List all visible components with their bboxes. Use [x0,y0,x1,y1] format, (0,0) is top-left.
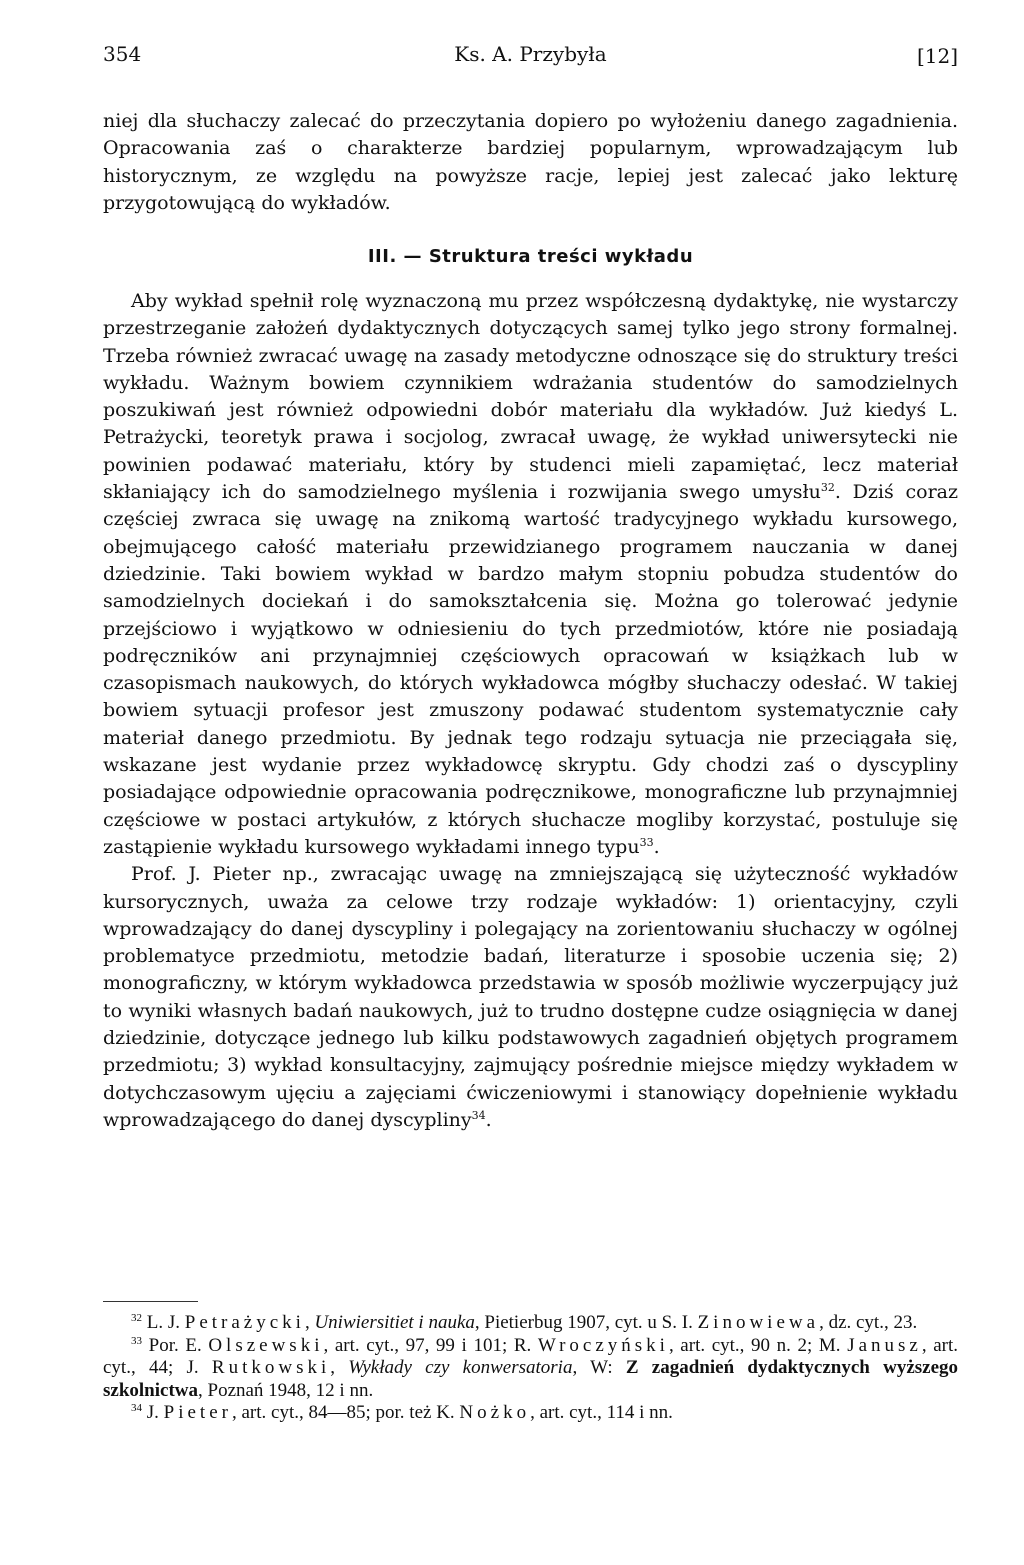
paragraph-2 [103,861,958,1134]
footnote-34 [103,1402,958,1425]
footnote-ref-32: 32 [820,481,835,495]
footnote-title: Z zagadnień dydaktycznych wyższego szkolnictwa [103,1357,959,1401]
footnote-author: Janusz [847,1334,922,1356]
footnote-text: , art. cyt., 114 i nn. [530,1402,673,1424]
section-heading: III. — Struktura treści wykładu [367,246,694,267]
footnote-text: , dz. cyt., 23. [819,1312,918,1333]
footnote-33 [103,1335,958,1403]
paragraph-1 [103,288,958,861]
footnote-title: Wykłady czy konwersatoria [348,1357,573,1379]
footnote-32 [103,1312,958,1335]
section-marker: [12] [916,44,958,68]
footnote-author: Rutkowski [211,1357,331,1379]
paragraph-2-end: . [485,1108,492,1131]
footnote-text: L. J. [146,1312,185,1333]
footnote-title: Uniwiersitiet i nauka [314,1312,475,1333]
page-header [103,40,958,74]
footnote-text: , W: [572,1357,626,1379]
footnote-author: Petrażycki [184,1312,305,1333]
footnote-author: Wroczyński [537,1334,669,1356]
intro-paragraph [103,108,958,217]
paragraph-1-text: Aby wykład spełnił rolę wyznaczoną mu przez współczesną dydaktykę, nie wystarczy przestrzeganie założeń dydaktycznych dotyczących samej tylko jego strony formalnej. Trzeba również zwracać uwagę na zasady metodyczne odnoszące się do struktury treści wykładu. Ważnym bowiem czynnikiem wdrażania studentów do samodzielnych poszukiwań jest również odpowiedni dobór materiału dla wykładów. Już kiedyś L. Petrażycki, teoretyk prawa i socjolog, zwracał uwagę, że wykład uniwersytecki nie powinien podawać materiału, który by studenci mieli zapamiętać, lecz materiał skłaniający ich do samodzielnego myślenia i rozwijania swego umysłu [103,290,958,504]
footnote-number: 33 [131,1334,142,1347]
footnote-text: , art. cyt., 97, 99 i 101; R. [323,1334,538,1356]
footnote-text: Por. E. [148,1334,209,1356]
paragraph-2-text: Prof. J. Pieter np., zwracając uwagę na zmniejszającą się użyteczność wykładów kursorycznych, uważa za celowe trzy rodzaje wykładów: 1) orientacyjny, czyli wprowadzający do danej dyscypliny i polegający na zorientowaniu słuchaczy w ogólnej problematyce przedmiotu, metodzie badań, literaturze i sposobie uczenia się; 2) monograficzny, w którym wykładowca przedstawia w sposób możliwie wyczerpujący już to wyniki własnych badań naukowych, już to trudno dostępne cudze osiągnięcia w danej dziedzinie, dotyczące jednego lub kilku podstawowych zagadnień objętych programem przedmiotu; 3) wykład konsultacyjny, zajmujący pośrednie miejsce między wykładem w dotychczasowym ujęciu a zajęciami ćwiczeniowymi i stanowiący dopełnienie wykładu wprowadzającego do danej dyscypliny [103,863,958,1131]
footnote-text: , art. cyt., 90 n. 2; M. [668,1334,848,1356]
footnote-text: , Poznań 1948, 12 i nn. [198,1379,374,1401]
footnote-text: , art. cyt., 44; J. [103,1334,958,1379]
footnote-text: J. [142,1402,164,1424]
footnote-text: , [304,1312,315,1333]
footnote-author: Zinowiewa [697,1312,820,1333]
footnote-text: , art. cyt., 84—85; por. też K. [231,1402,460,1424]
footnote-text: , [330,1357,349,1379]
footnote-ref-34: 34 [471,1108,486,1122]
intro-text: niej dla słuchaczy zalecać do przeczytania dopiero po wyłożeniu danego zagadnienia. Opracowania zaś o charakterze bardziej popularnym, wprowadzającym lub historycznym, ze względu na powyższe racje, lepiej jest zalecać jako lekturę przygotowującą do wykładów. [103,110,958,214]
footnote-author: Pieter [163,1402,232,1424]
footnote-number: 34 [131,1402,142,1415]
footnote-number: 32 [131,1312,142,1324]
footnote-ref-33: 33 [639,835,654,849]
paragraph-1-end: . [653,835,660,858]
paragraph-1-text-2: . Dziś coraz częściej zwraca się uwagę na znikomą wartość tradycyjnego wykładu kursowego, obejmującego całość materiału przewidzianego programem nauczania w danej dziedzinie. Taki bowiem wykład w bardzo małym stopniu pobudza studentów do samodzielnych dociekań i do samokształcenia się. Można go tolerować jedynie przejściowo i wyjątkowo w odniesieniu do tych przedmiotów, które nie posiadają podręczników ani przynajmniej częściowych opracowań w książkach lub w czasopismach naukowych, do których wykładowca mógłby słuchaczy odesłać. W takiej bowiem sytuacji profesor jest zmuszony podawać studentom systematycznie cały materiał danego przedmiotu. By jednak tego rodzaju sytuacja nie przeciągała się, wskazane jest wydanie przez wykładowcę skryptu. Gdy chodzi zaś o dyscypliny posiadające odpowiednie opracowania podręcznikowe, monograficzne lub przynajmniej częściowe w postaci artykułów, z których słuchacze mogliby korzystać, postuluje się zastąpienie wykładu kursowego wykładami innego typu [103,481,958,858]
footnote-text: , Pietierbug 1907, cyt. u S. I. [474,1312,698,1333]
body-text [103,288,958,1134]
page-number: 354 [103,42,142,66]
footnotes [103,1312,958,1425]
footnote-divider [103,1301,198,1302]
footnote-author: Nożko [459,1402,531,1424]
footnote-author: Olszewski [208,1334,324,1356]
running-head: Ks. A. Przybyła [454,42,607,66]
